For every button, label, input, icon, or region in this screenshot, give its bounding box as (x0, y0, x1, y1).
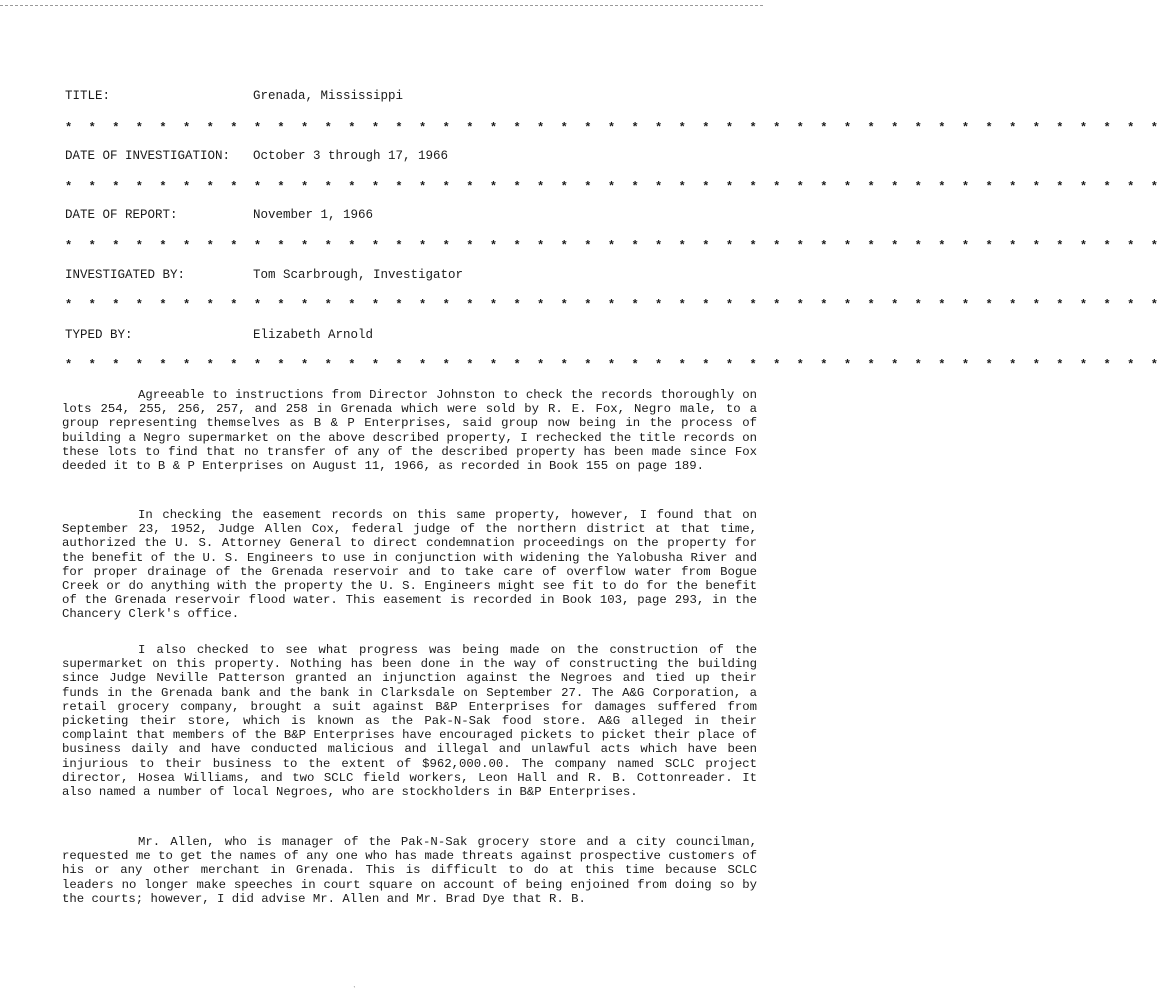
title-label: TITLE: (65, 89, 111, 103)
investigation-date-value: October 3 through 17, 1966 (253, 149, 449, 163)
paragraph-3: I also checked to see what progress was being made on the construction of the supermarket on this property. Nothing has been done in the way of constructing the building since Judge Neville Patterson granted an injunction against the Negroes and tied up their funds in the Grenada bank and the bank in Clarksdale on September 27. The A&G Corporation, a retail grocery company, brought a suit against B&P Enterprises for damages suffered from picketing their store, which is known as the Pak-N-Sak food store. A&G alleged in their complaint that members of the B&P Enterprises have encouraged pickets to picket their place of business daily and have conducted malicious and illegal and unlawful acts which have been injurious to their business to the extent of $962,000.00. The company named SCLC project director, Hosea Williams, and two SCLC field workers, Leon Hall and R. B. Cottonreader. It also named a number of local Negroes, who are stockholders in B&P Enterprises. (62, 643, 757, 800)
typist-value: Elizabeth Arnold (253, 328, 374, 342)
separator-5: * * * * * * * * * * * * * * * * * * * * * * * * * * * * * * * * * * * * * * * * * * * * * * * (65, 358, 1163, 372)
separator-1: * * * * * * * * * * * * * * * * * * * * * * * * * * * * * * * * * * * * * * * * * * * * * * * (65, 121, 1163, 135)
report-date-value: November 1, 1966 (253, 208, 374, 222)
investigator-row (65, 267, 463, 283)
title-value: Grenada, Mississippi (253, 89, 404, 103)
paragraph-4: Mr. Allen, who is manager of the Pak-N-Sak grocery store and a city councilman, requested me to get the names of any one who has made threats against prospective customers of his or any other merchant in Grenada. This is difficult to do at this time because SCLC leaders no longer make speeches in court square on account of being enjoined from doing so by the courts; however, I did advise Mr. Allen and Mr. Brad Dye that R. B. (62, 835, 757, 906)
report-date-label: DATE OF REPORT: (65, 208, 178, 222)
paragraph-2: In checking the easement records on this same property, however, I found that on September 23, 1952, Judge Allen Cox, federal judge of the northern district at that time, authorized the U. S. Attorney General to direct condemnation proceedings on the property for the benefit of the U. S. Engineers to use in conjunction with widening the Yalobusha River and for proper drainage of the Grenada reservoir and to take care of overflow water from Bogue Creek or do anything with the property the U. S. Engineers might see fit to do for the benefit of the Grenada reservoir flood water. This easement is recorded in Book 103, page 293, in the Chancery Clerk's office. (62, 508, 757, 622)
typist-label: TYPED BY: (65, 328, 133, 342)
separator-2: * * * * * * * * * * * * * * * * * * * * * * * * * * * * * * * * * * * * * * * * * * * * * * * (65, 180, 1163, 194)
paragraph-1: Agreeable to instructions from Director Johnston to check the records thoroughly on lots 254, 255, 256, 257, and 258 in Grenada which were sold by R. E. Fox, Negro male, to a group representing themselves as B & P Enterprises, said group now being in the process of building a Negro supermarket on the above described property, I rechecked the title records on these lots to find that no transfer of any of the described property has been made since Fox deeded it to B & P Enterprises on August 11, 1966, as recorded in Book 155 on page 189. (62, 388, 757, 474)
investigation-date-label: DATE OF INVESTIGATION: (65, 149, 231, 163)
typist-row (65, 327, 373, 343)
report-date-row (65, 207, 373, 223)
page-mark: ˎ (352, 980, 357, 989)
investigator-value: Tom Scarbrough, Investigator (253, 268, 464, 282)
title-row (65, 88, 403, 104)
investigator-label: INVESTIGATED BY: (65, 268, 186, 282)
investigation-date-row (65, 148, 448, 164)
separator-3: * * * * * * * * * * * * * * * * * * * * * * * * * * * * * * * * * * * * * * * * * * * * * * * (65, 239, 1163, 253)
top-edge-rule (0, 0, 763, 6)
separator-4: * * * * * * * * * * * * * * * * * * * * * * * * * * * * * * * * * * * * * * * * * * * * * * * (65, 298, 1163, 312)
